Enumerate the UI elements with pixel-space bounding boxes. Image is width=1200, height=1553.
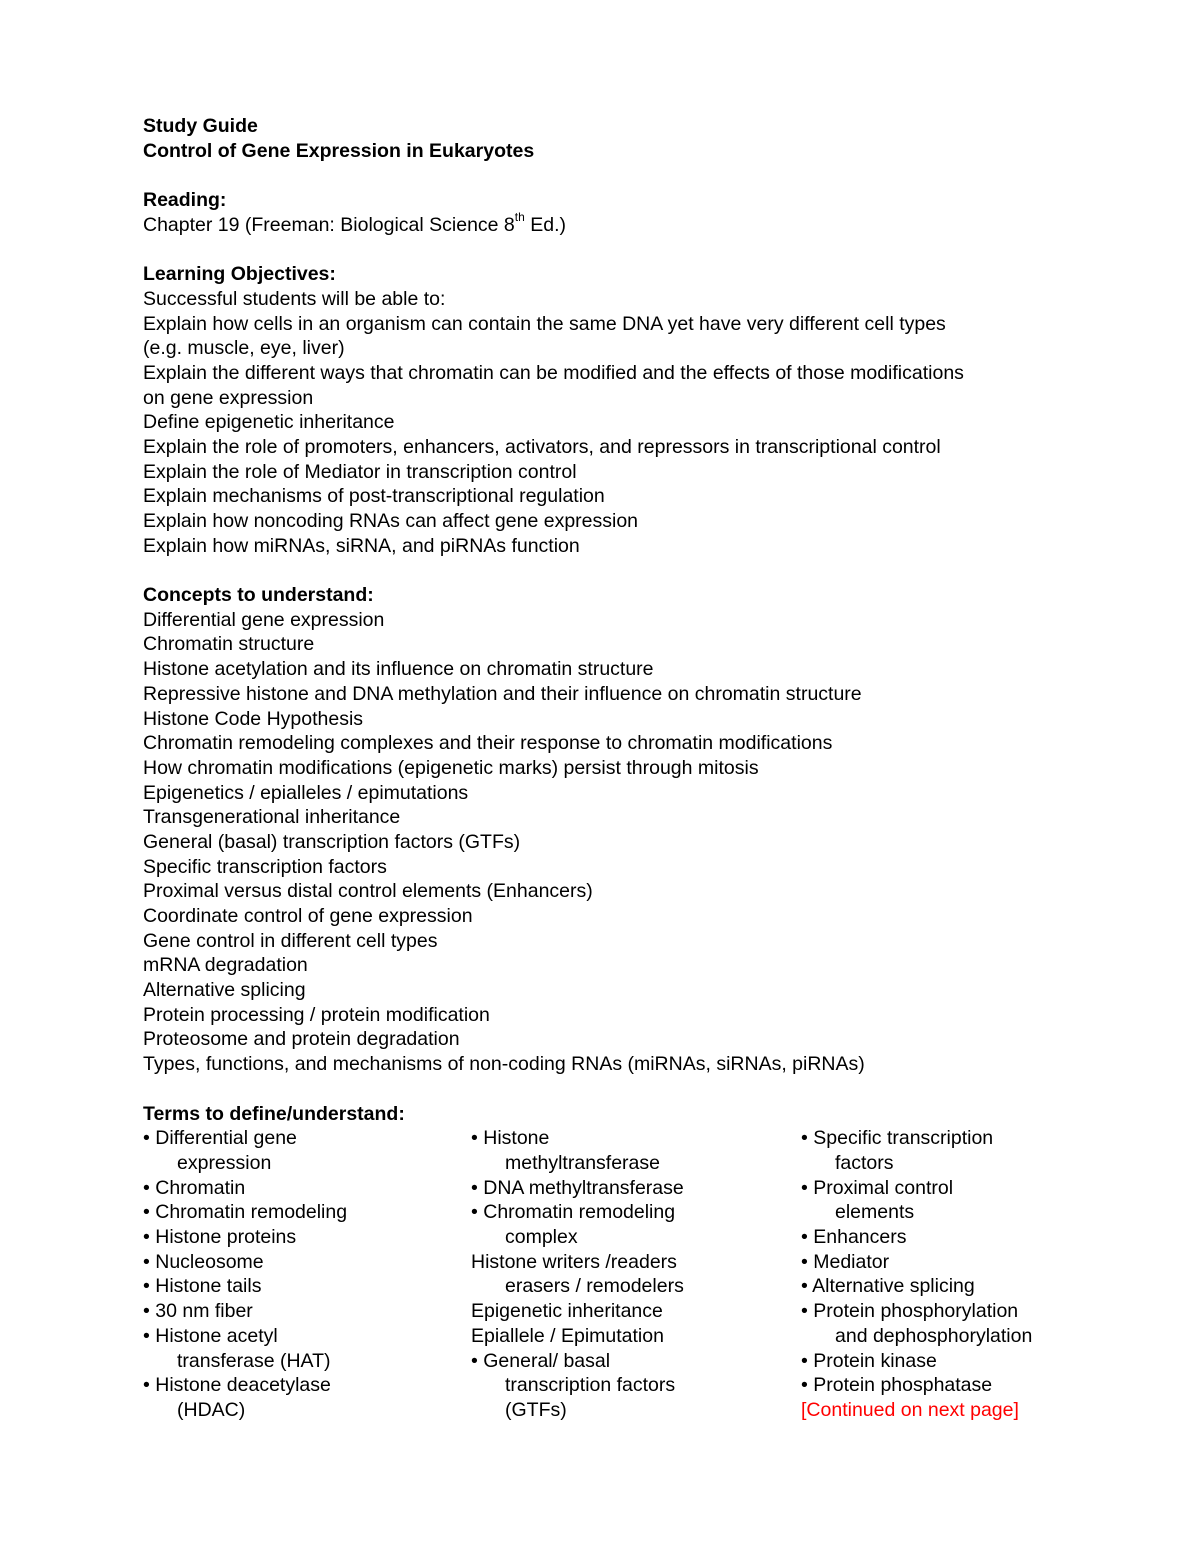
spacer (143, 163, 1103, 188)
term-text-cont: erasers / remodelers (505, 1275, 684, 1298)
objective-line: (e.g. muscle, eye, liver) (143, 337, 345, 360)
concept-line: Proximal versus distal control elements (Enhancers) (143, 880, 593, 903)
spacer (143, 237, 1103, 262)
concept-line: mRNA degradation (143, 954, 308, 977)
concept-line: Histone Code Hypothesis (143, 707, 364, 730)
term-item (801, 1299, 1101, 1348)
term-text: Histone writers /readers (471, 1250, 677, 1273)
term-text: • DNA methyltransferase (471, 1176, 684, 1199)
doc-title: Study Guide (143, 115, 258, 137)
term-item (143, 1373, 463, 1422)
term-item (471, 1126, 791, 1175)
term-item (143, 1250, 463, 1275)
reading-text-main: Chapter 19 (Freeman: Biological Science 8 (143, 213, 515, 236)
term-text: • 30 nm fiber (143, 1300, 253, 1323)
term-item (471, 1324, 791, 1349)
continued-note: [Continued on next page] (801, 1398, 1019, 1421)
term-text: • Chromatin remodeling (471, 1201, 676, 1224)
term-item (801, 1126, 1101, 1175)
term-item (801, 1274, 1101, 1299)
term-item (801, 1373, 1101, 1398)
term-item (143, 1126, 463, 1175)
terms-heading: Terms to define/understand: (143, 1102, 405, 1125)
term-text: • Histone proteins (143, 1226, 297, 1248)
concept-line: Chromatin remodeling complexes and their response to chromatin modifications (143, 732, 833, 755)
term-text: • Protein phosphatase (801, 1374, 993, 1397)
term-item (471, 1200, 791, 1249)
concept-line: Repressive histone and DNA methylation and their influence on chromatin structure (143, 682, 862, 705)
reading-heading: Reading: (143, 189, 227, 212)
term-text: • Chromatin remodeling (143, 1201, 348, 1224)
term-text-cont: (GTFs) (505, 1398, 567, 1421)
term-item (143, 1176, 463, 1201)
objective-line: Successful students will be able to: (143, 287, 446, 310)
term-text-cont: complex (505, 1226, 578, 1248)
document-page (143, 114, 1103, 1426)
objectives-heading: Learning Objectives: (143, 263, 336, 286)
term-item (143, 1299, 463, 1324)
objective-line: Explain the role of Mediator in transcription control (143, 460, 577, 483)
term-item (801, 1349, 1101, 1374)
term-text: • Differential gene (143, 1127, 297, 1150)
term-text-cont: expression (177, 1151, 272, 1174)
concept-line: Epigenetics / epialleles / epimutations (143, 781, 469, 804)
concept-line: Coordinate control of gene expression (143, 905, 473, 927)
concept-line: Differential gene expression (143, 608, 385, 631)
doc-subtitle: Control of Gene Expression in Eukaryotes (143, 139, 535, 162)
concept-line: Transgenerational inheritance (143, 806, 401, 829)
spacer (143, 1077, 1103, 1102)
term-item (471, 1176, 791, 1201)
term-text: • Histone deacetylase (143, 1374, 331, 1397)
term-text-cont: and dephosphorylation (835, 1324, 1033, 1347)
objective-line: Define epigenetic inheritance (143, 411, 395, 434)
terms-column-3 (801, 1126, 1101, 1422)
term-text-cont: factors (835, 1151, 894, 1174)
concept-line: Gene control in different cell types (143, 929, 438, 952)
objective-line: Explain the role of promoters, enhancers, activators, and repressors in transcriptional control (143, 435, 941, 458)
concept-line: Proteosome and protein degradation (143, 1028, 460, 1051)
concept-line: Histone acetylation and its influence on chromatin structure (143, 658, 654, 681)
objective-line: Explain mechanisms of post-transcriptional regulation (143, 485, 605, 508)
concept-line: General (basal) transcription factors (GTFs) (143, 830, 521, 853)
term-text: • Histone (471, 1127, 550, 1150)
term-text: Epigenetic inheritance (471, 1300, 663, 1323)
terms-column-1 (143, 1126, 463, 1422)
term-item (471, 1299, 791, 1324)
term-text: • Specific transcription (801, 1127, 994, 1150)
term-item (143, 1324, 463, 1373)
term-text: • Enhancers (801, 1226, 907, 1248)
term-item (801, 1176, 1101, 1225)
reading-text (143, 210, 1103, 238)
term-text: • Chromatin (143, 1176, 246, 1199)
term-text: • Histone acetyl (143, 1324, 278, 1347)
reading-text-end: Ed.) (524, 213, 566, 236)
objective-line: Explain how cells in an organism can contain the same DNA yet have very different cell types (143, 312, 946, 335)
term-item (143, 1274, 463, 1299)
concept-line: Types, functions, and mechanisms of non-coding RNAs (miRNAs, siRNAs, piRNAs) (143, 1053, 865, 1076)
terms-column-2 (471, 1126, 791, 1422)
reading-superscript: th (514, 210, 525, 225)
term-text: • General/ basal (471, 1349, 611, 1372)
term-item (801, 1250, 1101, 1275)
concept-line: Protein processing / protein modification (143, 1003, 490, 1026)
concept-line: Alternative splicing (143, 979, 306, 1002)
concept-line: How chromatin modifications (epigenetic marks) persist through mitosis (143, 756, 759, 779)
objective-line: Explain how noncoding RNAs can affect gene expression (143, 510, 639, 532)
concept-line: Chromatin structure (143, 633, 315, 656)
term-text: • Protein phosphorylation (801, 1300, 1019, 1323)
term-item (471, 1349, 791, 1423)
terms-columns (143, 1126, 1103, 1426)
term-text: • Mediator (801, 1250, 890, 1273)
concepts-heading: Concepts to understand: (143, 584, 374, 607)
term-text: • Nucleosome (143, 1250, 264, 1273)
term-text: • Histone tails (143, 1275, 262, 1298)
term-text-cont: (HDAC) (177, 1398, 246, 1421)
term-text-cont: methyltransferase (505, 1151, 660, 1174)
term-text: • Protein kinase (801, 1349, 937, 1372)
term-item (143, 1225, 463, 1250)
term-text-cont: transcription factors (505, 1374, 676, 1397)
term-text-cont: transferase (HAT) (177, 1349, 331, 1372)
objective-line: on gene expression (143, 386, 314, 409)
term-item (143, 1200, 463, 1225)
objective-line: Explain the different ways that chromatin can be modified and the effects of those modifications (143, 361, 964, 384)
objective-line: Explain how miRNAs, siRNA, and piRNAs function (143, 534, 580, 557)
term-item (801, 1225, 1101, 1250)
term-text: Epiallele / Epimutation (471, 1324, 664, 1347)
term-text: • Alternative splicing (801, 1275, 975, 1298)
term-item (471, 1250, 791, 1299)
spacer (143, 558, 1103, 583)
term-text-cont: elements (835, 1201, 915, 1224)
term-text: • Proximal control (801, 1176, 954, 1199)
concept-line: Specific transcription factors (143, 855, 387, 878)
